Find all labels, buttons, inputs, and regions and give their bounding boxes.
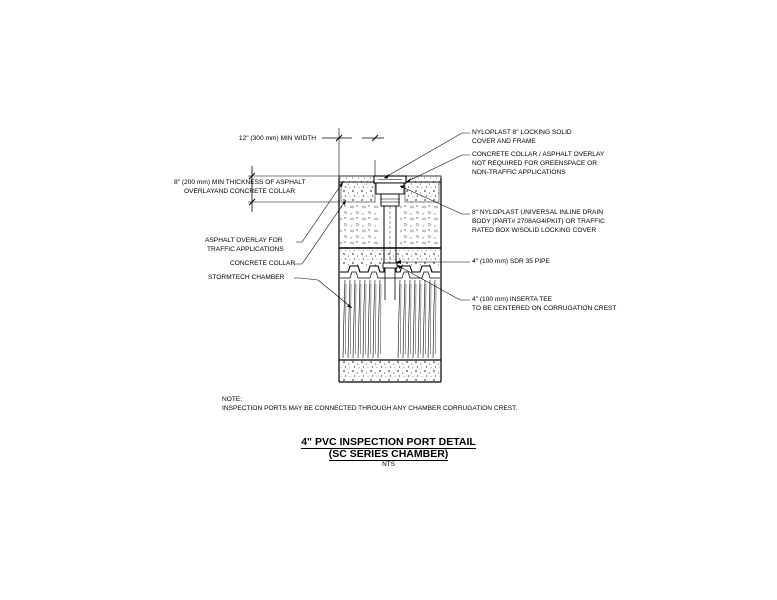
inserta-tee-label-line2: TO BE CENTERED ON CORRUGATION CREST — [472, 305, 617, 312]
cover-and-frame — [374, 176, 406, 194]
chamber-rib — [403, 280, 405, 358]
collar-overlay-label-line3: NON-TRAFFIC APPLICATIONS — [472, 169, 566, 176]
chamber-rib — [381, 284, 382, 354]
chamber-rib — [433, 280, 435, 358]
chamber-rib — [366, 284, 367, 354]
leader-lines — [294, 133, 470, 308]
collar-overlay-label-line2: NOT REQUIRED FOR GREENSPACE OR — [472, 160, 598, 167]
chamber-rib — [376, 284, 377, 354]
chamber-rib — [356, 284, 357, 354]
chamber-rib — [348, 280, 350, 358]
chamber-rib — [426, 284, 427, 354]
collar-overlay-label-line1: CONCRETE COLLAR / ASPHALT OVERLAY — [472, 151, 605, 158]
chamber-rib — [411, 284, 412, 354]
inserta-tee-label-line1: 4" (100 mm) INSERTA TEE — [472, 296, 553, 303]
min-width-label: 12" (300 mm) MIN WIDTH — [238, 135, 316, 142]
min-thickness-label-line1: 8" (200 mm) MIN THICKNESS OF ASPHALT — [174, 179, 306, 186]
chamber-rib — [416, 284, 417, 354]
note-text: INSPECTION PORTS MAY BE CONNECTED THROUGH ANY CHAMBER CORRUGATION CREST. — [222, 405, 518, 412]
chamber-rib — [421, 284, 422, 354]
chamber-rib — [373, 280, 375, 358]
chamber-rib — [406, 284, 407, 354]
chamber-rib — [431, 284, 432, 354]
sdr-pipe-label: 4" (100 mm) SDR 35 PIPE — [472, 258, 550, 265]
drain-body-label-line1: 8" NYLOPLAST UNIVERSAL INLINE DRAIN — [472, 209, 603, 216]
drain-body-label-line2: BODY (PART# 2708AG4IPKIT) OR TRAFFIC — [472, 218, 605, 225]
base-stone — [339, 360, 441, 382]
chamber-rib — [413, 280, 415, 358]
cover-frame-label-line1: NYLOPLAST 8" LOCKING SOLID — [472, 129, 572, 136]
chamber-rib — [428, 280, 430, 358]
concrete-collar-label: CONCRETE COLLAR — [230, 260, 296, 267]
chamber-rib — [418, 280, 420, 358]
chamber-rib — [371, 284, 372, 354]
chamber-rib — [401, 284, 402, 354]
chamber-rib — [423, 280, 425, 358]
min-thickness-label-line2: OVERLAYAND CONCRETE COLLAR — [184, 188, 296, 195]
chamber-rib — [378, 280, 380, 358]
stormtech-chamber-label: STORMTECH CHAMBER — [208, 274, 285, 281]
chamber-rib — [353, 280, 355, 358]
min-width-dimension — [322, 128, 384, 176]
chamber-rib — [363, 280, 365, 358]
detail-subtitle-text: (SC SERIES CHAMBER) — [328, 448, 449, 460]
note-heading: NOTE: — [222, 396, 243, 403]
detail-subtitle — [0, 448, 777, 461]
chamber-rib — [398, 280, 400, 358]
chamber-rib — [361, 284, 362, 354]
chamber-rib — [368, 280, 370, 358]
chamber-rib — [343, 280, 345, 358]
chamber-rib — [436, 284, 437, 354]
chamber-rib — [351, 284, 352, 354]
chamber-rib — [358, 280, 360, 358]
detail-title-text: 4" PVC INSPECTION PORT DETAIL — [301, 436, 476, 448]
scale-label: NTS — [382, 461, 395, 468]
chamber-rib — [346, 284, 347, 354]
cover-frame-label-line2: COVER AND FRAME — [472, 138, 536, 145]
chamber-rib-hatch — [343, 268, 436, 358]
asphalt-overlay-label-line2: TRAFFIC APPLICATIONS — [207, 246, 284, 253]
drain-body-label-line3: RATED BOX W/SOLID LOCKING COVER — [472, 227, 597, 234]
asphalt-overlay-label-line1: ASPHALT OVERLAY FOR — [205, 237, 283, 244]
chamber-rib — [408, 280, 410, 358]
